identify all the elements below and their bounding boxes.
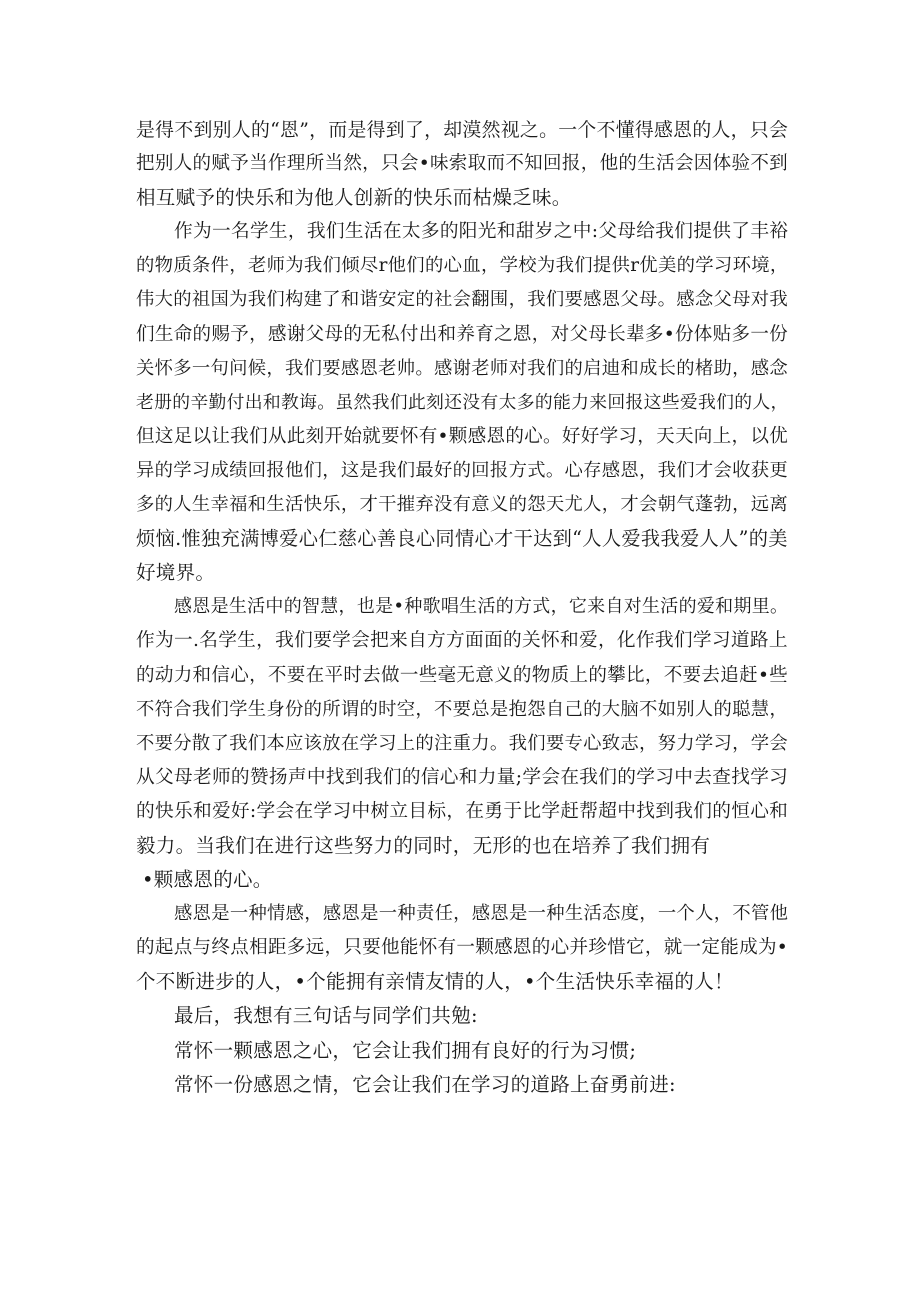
text-line: 好境界。 [136,561,216,585]
text-line: 相互赋予的快乐和为他人创新的快乐而枯燥乏味。 [136,186,572,210]
paragraph-start-line: 作为一名学生，我们生活在太多的阳光和甜岁之中:父母给我们提供了丰裕 [174,221,789,243]
paragraph-start-line: 常怀一颗感恩之心，它会让我们拥有良好的行为习惯; [174,1038,637,1062]
text-line: 多的人生幸福和生活快乐，才干摧弃没有意义的怨天尤人，才会朝气蓬勃，远离 [136,494,788,516]
text-line: 的起点与终点相距多远，只要他能怀有一颗感恩的心并珍惜它，就一定能成为• [136,937,789,959]
document-body [136,113,789,1102]
paragraph-start-line: 最后，我想有三句话与同学们共勉: [174,1004,478,1028]
text-line: 的快乐和爱好:学会在学习中树立目标，在勇于比学赶帮超中找到我们的恒心和 [136,800,789,822]
text-line: 是得不到别人的“恩”，而是得到了，却漠然视之。一个不懂得感恩的人，只会 [136,119,789,141]
text-line: 伟大的祖国为我们构建了和谐安定的社会翻围，我们要感恩父母。感念父母对我 [136,289,788,311]
paragraph-start-line: 感恩是生活中的智慧，也是•种歌唱生活的方式，它来自对生活的爱和期里。 [174,596,789,618]
text-line: •颗感恩的心。 [142,868,273,892]
text-line: 作为一.名学生，我们要学会把来自方方面面的关怀和爱，化作我们学习道路上 [136,630,788,652]
text-line: 的物质条件，老师为我们倾尽r他们的心血，学校为我们提供r优美的学习环境， [136,255,789,277]
text-line: 老册的辛勤付出和教诲。虽然我们此刻还没有太多的能力来回报这些爱我们的人， [136,391,789,413]
text-line: 不要分散了我们本应该放在学习上的注重力。我们要专心致志，努力学习，学会 [136,732,788,754]
text-line: 毅力。当我们在进行这些努力的同时，无形的也在培养了我们拥有 [136,833,711,857]
paragraph-start-line: 感恩是一种情感，感恩是一种责任，感恩是一种生活态度，一个人，不管他 [174,903,789,925]
text-line: 不符合我们学生身份的所谓的时空，不要总是抱怨自己的大脑不如别人的聪慧， [136,698,788,720]
text-line: 关怀多一句问候，我们要感恩老帅。感谢老师对我们的启迪和成长的楮助，感念 [136,357,788,379]
text-line: 的动力和信心，不要在平时去做一些毫无意义的物质上的攀比，不要去追赶•些 [136,664,789,686]
text-line: 个不断进步的人，•个能拥有亲情友情的人，•个生活快乐幸福的人！ [136,970,734,994]
text-line: 烦恼.惟独充满博爱心仁慈心善良心同情心才干达到“人人爱我我爱人人”的美 [136,527,788,551]
text-line: 异的学习成绩回报他们，这是我们最好的回报方式。心存感恩，我们才会收获更 [136,459,788,481]
text-line: 把别人的赋予当作理所当然，只会•味索取而不知回报，他的生活会因体验不到 [136,153,789,175]
text-line: 从父母老师的赞扬声中找到我们的信心和力量;学会在我们的学习中去查找学习 [136,766,789,788]
paragraph-start-line: 常怀一份感恩之情，它会让我们在学习的道路上奋勇前进: [174,1072,676,1096]
text-line: 们生命的赐予，感谢父母的无私付出和养育之恩，对父母长辈多•份体贴多一份 [136,323,789,345]
text-line: 但这足以让我们从此刻开始就要怀有•颗感恩的心。好好学习，天天向上，以优 [136,425,789,447]
